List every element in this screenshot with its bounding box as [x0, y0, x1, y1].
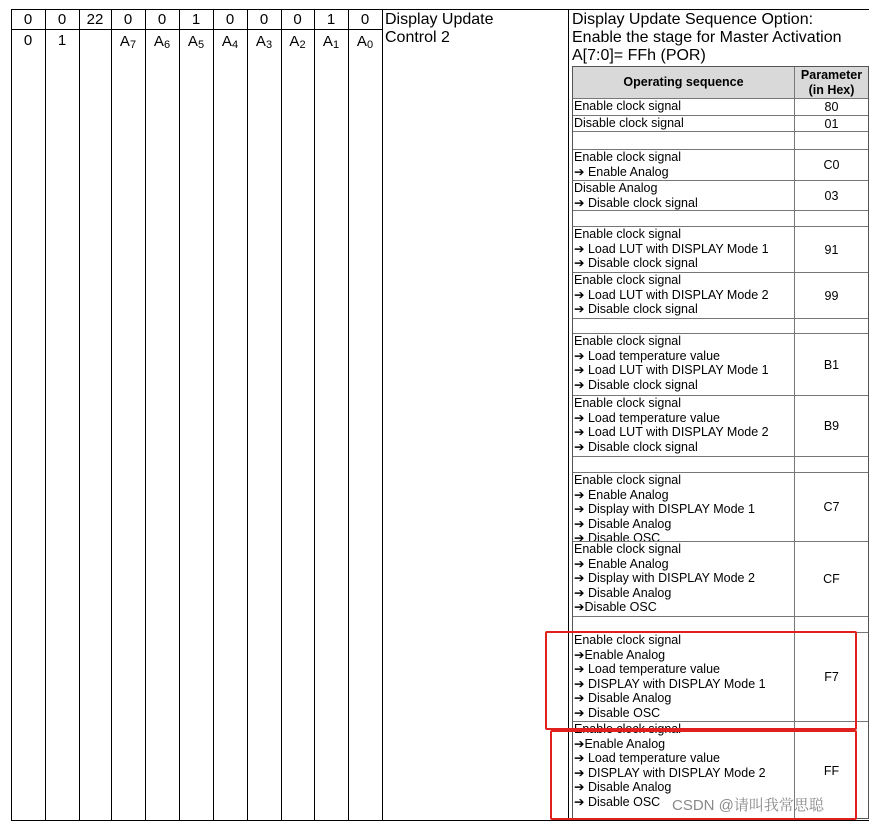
command-name	[385, 11, 494, 47]
sequence-param: 01	[824, 116, 839, 131]
sequence-param: 80	[824, 100, 839, 114]
sequence-op: Enable clock signal ➔ Enable Analog ➔ Display with DISPLAY Mode 1 ➔ Disable Analog ➔ Disable OSC	[574, 473, 755, 546]
sequence-row	[573, 472, 868, 546]
bit-a2: A2	[289, 33, 306, 51]
col-line	[11, 9, 12, 821]
cell-dc: 0	[23, 11, 33, 28]
sequence-param: CF	[823, 572, 840, 586]
sequence-table-header	[573, 67, 868, 98]
col-line	[281, 9, 282, 821]
bit-a6: A6	[153, 33, 171, 51]
sequence-op: Enable clock signal ➔ Load temperature value ➔ Load LUT with DISPLAY Mode 2 ➔ Disable clock signal	[574, 396, 769, 454]
col-line	[111, 9, 112, 821]
sequence-op: Disable clock signal	[574, 116, 684, 130]
sequence-row	[573, 333, 868, 395]
cell-d2: 0	[293, 11, 302, 28]
sequence-param: C0	[823, 158, 840, 172]
sequence-row	[573, 131, 868, 149]
bit-a7: A7	[119, 33, 137, 51]
watermark: CSDN @请叫我常思聪	[672, 797, 824, 814]
col-line	[45, 9, 46, 821]
sequence-row	[573, 395, 868, 456]
sequence-op: Enable clock signal	[574, 99, 682, 113]
col-line	[213, 9, 214, 821]
sequence-op: Enable clock signal ➔ Enable Analog ➔ Display with DISPLAY Mode 2 ➔ Disable Analog ➔Disable OSC	[574, 542, 755, 615]
sequence-row	[573, 98, 868, 115]
description-line2: Enable the stage for Master Activation	[572, 29, 842, 46]
sequence-row	[573, 616, 868, 632]
sequence-param: FF	[823, 763, 840, 778]
sequence-row	[573, 226, 868, 272]
cell-d0: 0	[360, 11, 370, 28]
sequence-param: C7	[823, 500, 840, 514]
sequence-op: Enable clock signal ➔ Load temperature value ➔ Load LUT with DISPLAY Mode 1 ➔ Disable clock signal	[574, 334, 769, 392]
sequence-param: 99	[824, 288, 839, 303]
sequence-op: Enable clock signal ➔Enable Analog ➔ Load temperature value ➔ DISPLAY with DISPLAY Mode 1 ➔ Disable Analog ➔ Disable OSC	[574, 633, 766, 720]
cell-rw: 1	[57, 32, 67, 49]
sequence-row	[573, 210, 868, 226]
command-name-line1: Display Update	[385, 11, 494, 28]
cell-d1: 1	[326, 11, 336, 28]
command-name-line2: Control 2	[385, 29, 450, 46]
bit-a5: A5	[187, 33, 205, 51]
description-line1: Display Update Sequence Option:	[572, 11, 814, 28]
sequence-param: B9	[823, 419, 840, 433]
sequence-param: 91	[824, 242, 839, 257]
sequence-op: Enable clock signal ➔Enable Analog ➔ Load temperature value ➔ DISPLAY with DISPLAY Mode 2 ➔ Disable Analog ➔ Disable OSC	[574, 722, 766, 809]
bit-a1: A1	[322, 33, 340, 51]
cell-hex: 22	[86, 11, 104, 28]
command-description	[572, 11, 872, 65]
col-line	[314, 9, 315, 821]
highlight-box-f7	[545, 631, 857, 730]
bit-a4: A4	[221, 33, 239, 51]
sequence-op: Disable Analog ➔ Disable clock signal	[574, 181, 698, 210]
description-line3: A[7:0]= FFh (POR)	[572, 47, 706, 64]
col-line	[79, 9, 80, 821]
sequence-row	[573, 115, 868, 131]
cell-dc: 0	[23, 32, 33, 49]
col-line	[179, 9, 180, 821]
sequence-param: 03	[824, 188, 839, 203]
sequence-row	[573, 456, 868, 472]
header-parameter: Parameter (in Hex)	[800, 68, 863, 97]
col-line	[348, 9, 349, 821]
cell-d6: 0	[157, 11, 167, 28]
bit-a3: A3	[255, 33, 273, 51]
sequence-row	[573, 272, 868, 318]
sequence-row	[573, 180, 868, 210]
row-divider	[11, 29, 382, 30]
sequence-row	[573, 149, 868, 180]
col-line	[145, 9, 146, 821]
cell-d7: 0	[123, 11, 133, 28]
bit-a0: A0	[356, 33, 374, 51]
sequence-op: Enable clock signal ➔ Load LUT with DISPLAY Mode 2 ➔ Disable clock signal	[574, 273, 769, 317]
cell-d5: 1	[191, 11, 201, 28]
sequence-row	[573, 541, 868, 616]
col-line	[382, 9, 383, 821]
cell-d4: 0	[225, 11, 235, 28]
sequence-row	[573, 318, 868, 333]
sequence-param: B1	[823, 357, 840, 372]
sequence-param: F7	[824, 670, 839, 684]
sequence-op: Enable clock signal ➔ Load LUT with DISPLAY Mode 1 ➔ Disable clock signal	[574, 227, 769, 271]
cell-d3: 0	[259, 11, 269, 28]
col-line	[247, 9, 248, 821]
cell-rw: 0	[57, 11, 67, 28]
sequence-op: Enable clock signal ➔ Enable Analog	[574, 150, 682, 179]
table-border-top	[11, 9, 869, 10]
header-operating-sequence: Operating sequence	[623, 75, 744, 89]
